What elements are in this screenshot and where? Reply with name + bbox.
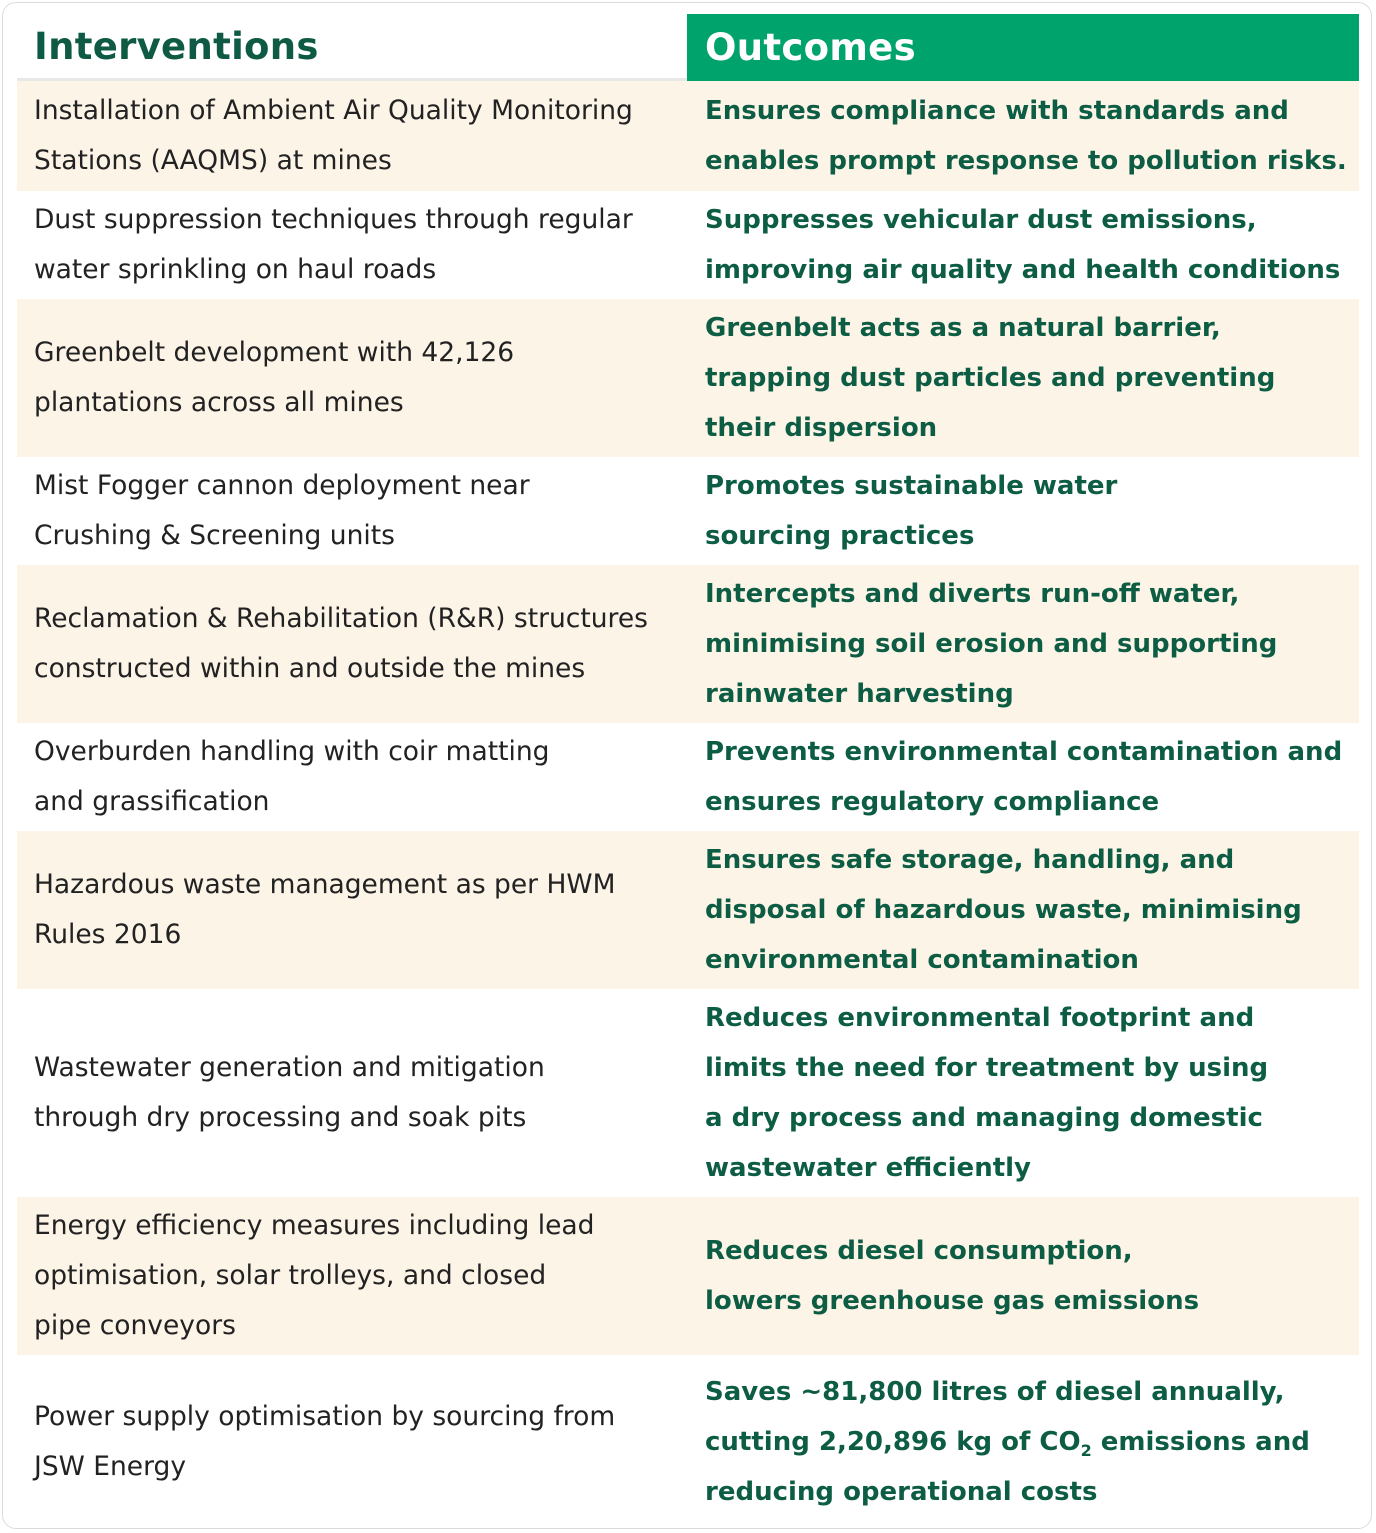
intervention-cell bbox=[17, 594, 687, 694]
intervention-line: through dry processing and soak pits bbox=[34, 1102, 527, 1133]
outcome-line: Prevents environmental contamination and bbox=[705, 737, 1343, 767]
table-row bbox=[17, 299, 1359, 457]
outcome-cell bbox=[687, 569, 1359, 719]
outcome-cell bbox=[687, 86, 1359, 186]
outcome-cell bbox=[687, 835, 1359, 985]
intervention-line: Greenbelt development with 42,126 bbox=[34, 337, 515, 368]
outcome-line: Greenbelt acts as a natural barrier, bbox=[705, 313, 1221, 343]
intervention-cell bbox=[17, 328, 687, 428]
interventions-heading: Interventions bbox=[34, 24, 319, 68]
intervention-line: Power supply optimisation by sourcing from bbox=[34, 1401, 616, 1432]
outcome-cell bbox=[687, 1226, 1359, 1326]
table-row bbox=[17, 723, 1359, 831]
intervention-line: Reclamation & Rehabilitation (R&R) structures bbox=[34, 603, 648, 634]
table-row bbox=[17, 565, 1359, 723]
outcome-line: enables prompt response to pollution risks. bbox=[705, 146, 1347, 176]
outcome-cell bbox=[687, 303, 1359, 453]
intervention-cell bbox=[17, 461, 687, 561]
intervention-cell bbox=[17, 1201, 687, 1351]
outcomes-header-cell bbox=[687, 14, 1359, 81]
outcome-line: Saves ~81,800 litres of diesel annually, bbox=[705, 1377, 1285, 1407]
outcome-line: disposal of hazardous waste, minimising bbox=[705, 895, 1302, 925]
outcome-line: a dry process and managing domestic bbox=[705, 1103, 1263, 1133]
table-row bbox=[17, 1355, 1359, 1529]
table-row bbox=[17, 989, 1359, 1197]
outcome-cell bbox=[687, 461, 1359, 561]
outcomes-heading: Outcomes bbox=[705, 26, 916, 69]
outcome-line: limits the need for treatment by using bbox=[705, 1053, 1269, 1083]
intervention-line: Crushing & Screening units bbox=[34, 520, 395, 551]
outcome-line: Promotes sustainable water bbox=[705, 471, 1118, 501]
intervention-line: Installation of Ambient Air Quality Monitoring bbox=[34, 95, 633, 126]
outcome-line: lowers greenhouse gas emissions bbox=[705, 1286, 1200, 1316]
outcome-line: reducing operational costs bbox=[705, 1477, 1098, 1507]
intervention-line: constructed within and outside the mines bbox=[34, 653, 586, 684]
intervention-line: Mist Fogger cannon deployment near bbox=[34, 470, 530, 501]
outcome-line: Intercepts and diverts run-off water, bbox=[705, 579, 1240, 609]
intervention-line: Stations (AAQMS) at mines bbox=[34, 145, 392, 176]
intervention-cell bbox=[17, 1392, 687, 1492]
intervention-cell bbox=[17, 727, 687, 827]
outcome-cell bbox=[687, 993, 1359, 1193]
outcome-line: Reduces environmental footprint and bbox=[705, 1003, 1255, 1033]
table-row bbox=[17, 81, 1359, 191]
intervention-line: pipe conveyors bbox=[34, 1310, 236, 1341]
outcome-line: wastewater efficiently bbox=[705, 1153, 1031, 1183]
table-row bbox=[17, 191, 1359, 299]
intervention-cell bbox=[17, 86, 687, 186]
outcome-line: their dispersion bbox=[705, 413, 938, 443]
intervention-line: Rules 2016 bbox=[34, 919, 182, 950]
outcome-line: sourcing practices bbox=[705, 521, 975, 551]
intervention-line: Dust suppression techniques through regular bbox=[34, 204, 633, 235]
outcome-line: ensures regulatory compliance bbox=[705, 787, 1160, 817]
table-row bbox=[17, 457, 1359, 565]
interventions-header-cell bbox=[17, 14, 687, 81]
outcome-line: Reduces diesel consumption, bbox=[705, 1236, 1133, 1266]
interventions-outcomes-table bbox=[17, 14, 1359, 1529]
intervention-cell bbox=[17, 1043, 687, 1143]
intervention-line: Wastewater generation and mitigation bbox=[34, 1052, 545, 1083]
outcome-cell bbox=[687, 195, 1359, 295]
outcome-cell bbox=[687, 1367, 1359, 1517]
intervention-line: Hazardous waste management as per HWM bbox=[34, 869, 616, 900]
intervention-line: Energy efficiency measures including lead bbox=[34, 1210, 595, 1241]
outcome-line: Suppresses vehicular dust emissions, bbox=[705, 205, 1257, 235]
table-row bbox=[17, 831, 1359, 989]
intervention-cell bbox=[17, 860, 687, 960]
outcome-line: Ensures safe storage, handling, and bbox=[705, 845, 1235, 875]
outcome-line: minimising soil erosion and supporting bbox=[705, 629, 1278, 659]
outcome-line: cutting 2,20,896 kg of $CO_2$ emissions and bbox=[705, 1427, 1310, 1461]
table-header bbox=[17, 14, 1359, 81]
intervention-cell bbox=[17, 195, 687, 295]
outcome-line: trapping dust particles and preventing bbox=[705, 363, 1276, 393]
intervention-line: JSW Energy bbox=[34, 1451, 187, 1482]
outcome-line: rainwater harvesting bbox=[705, 679, 1014, 709]
intervention-line: plantations across all mines bbox=[34, 387, 404, 418]
intervention-line: Overburden handling with coir matting bbox=[34, 736, 550, 767]
intervention-line: water sprinkling on haul roads bbox=[34, 254, 437, 285]
outcome-line: environmental contamination bbox=[705, 945, 1139, 975]
intervention-line: optimisation, solar trolleys, and closed bbox=[34, 1260, 547, 1291]
outcome-line: improving air quality and health conditions bbox=[705, 255, 1341, 285]
outcome-line: Ensures compliance with standards and bbox=[705, 96, 1289, 126]
outcome-cell bbox=[687, 727, 1359, 827]
table-body bbox=[17, 81, 1359, 1529]
intervention-line: and grassification bbox=[34, 786, 270, 817]
table-row bbox=[17, 1197, 1359, 1355]
